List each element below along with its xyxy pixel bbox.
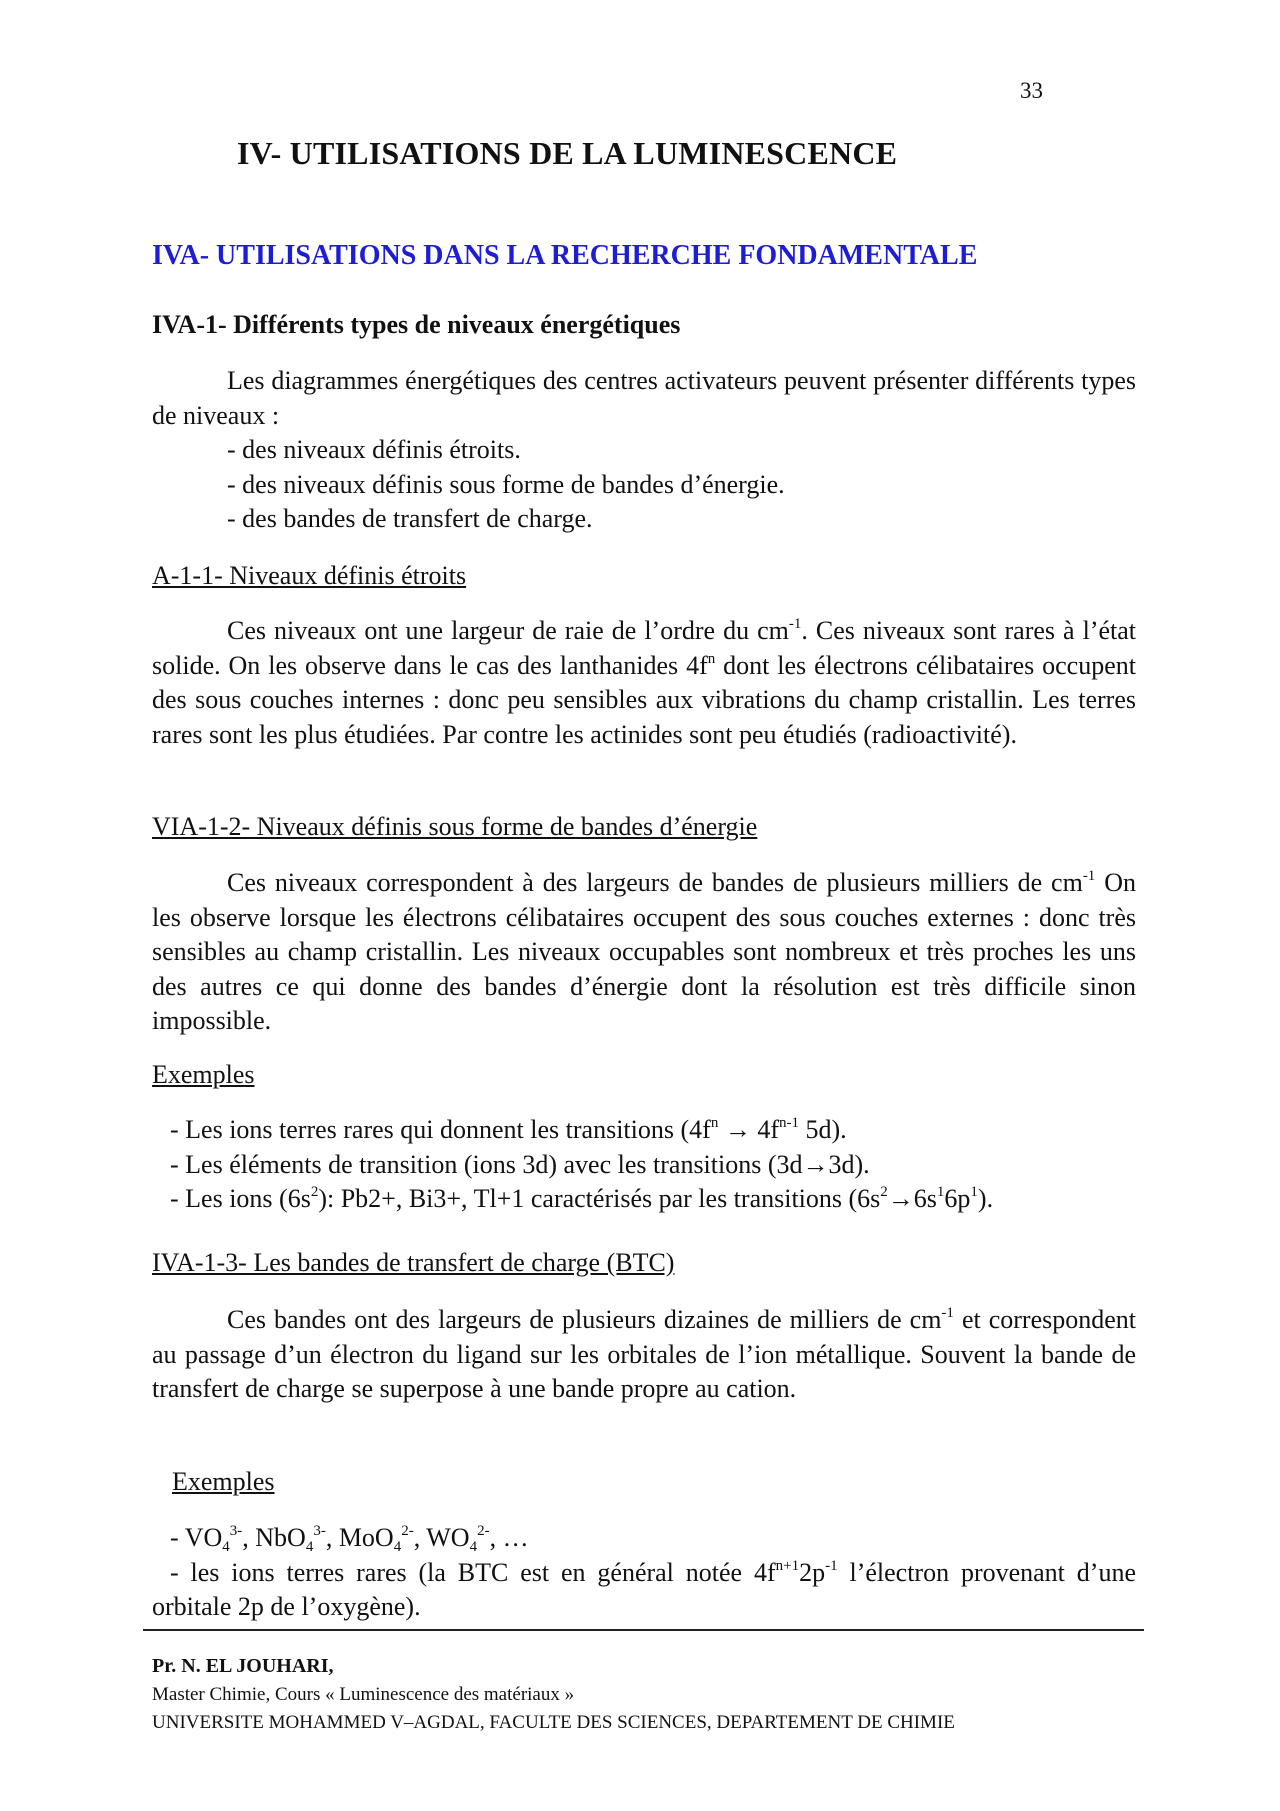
intro-list-item: - des bandes de transfert de charge. <box>227 504 593 533</box>
intro-paragraph: Les diagrammes énergétiques des centres activateurs peuvent présenter différents types de niveaux : <box>152 366 1136 430</box>
footer-author: Pr. N. EL JOUHARI, <box>152 1655 334 1677</box>
example-item: - Les ions terres rares qui donnent les transitions ($4f^n \to 4f^{n-1}$ 5d). <box>170 1115 847 1144</box>
subsection-title: IVA-1- Différents types de niveaux énergétiques <box>152 310 681 339</box>
examples-list-1 <box>170 1113 993 1217</box>
footer-divider <box>143 1629 1144 1631</box>
intro-list-item: - des niveaux définis étroits. <box>227 435 521 464</box>
heading-iva13: IVA-1-3- Les bandes de transfert de charge (BTC) <box>152 1248 675 1277</box>
formula-line: - $VO_4^{3-}$, NbO$_4^{3-}$, MoO$_4^{2-}$, $WO_4^{2-}$, … <box>170 1523 529 1555</box>
footer-institution: UNIVERSITE MOHAMMED V–AGDAL, FACULTE DES SCIENCES, DEPARTEMENT DE CHIMIE <box>152 1712 955 1733</box>
examples-heading-2: Exemples <box>172 1467 275 1496</box>
btc-rare-earth-line: - les ions terres rares (la BTC est en général notée $4f^{n+1}2p^{-1}$ l’électron provenant d’une orbitale 2p de l’oxygène). <box>152 1557 1136 1621</box>
examples-heading-1: Exemples <box>152 1060 255 1089</box>
page-number: 33 <box>1020 78 1043 103</box>
chapter-title: IV- UTILISATIONS DE LA LUMINESCENCE <box>237 135 898 171</box>
examples-block-2 <box>152 1521 1136 1625</box>
intro-block <box>152 364 1136 537</box>
intro-list-item: - des niveaux définis sous forme de bandes d’énergie. <box>227 469 785 499</box>
paragraph-via12: Ces niveaux correspondent à des largeurs de bandes de plusieurs milliers de $cm^{-1}$ On les observe lorsque les électrons célibataires occupent des sous couches externes : donc très sensibles au champ cristallin. Les niveaux occupables sont nombreux et très proches les uns des autres ce qui donne des bandes d’énergie dont la résolution est très difficile sinon impossible. <box>152 868 1136 1035</box>
heading-a111: A-1-1- Niveaux définis étroits <box>152 561 467 590</box>
example-item: - Les ions $(6s^2)$: Pb2+, Bi3+, Tl+1 caractérisés par les transitions $(6s^2\to 6s^16p^1)$. <box>170 1184 994 1213</box>
heading-via12: VIA-1-2- Niveaux définis sous forme de bandes d’énergie <box>152 812 758 841</box>
footer-course: Master Chimie, Cours « Luminescence des matériaux » <box>152 1684 575 1705</box>
section-title: IVA- UTILISATIONS DANS LA RECHERCHE FONDAMENTALE <box>152 240 978 271</box>
paragraph-a111: Ces niveaux ont une largeur de raie de l’ordre du $cm^{-1}$. Ces niveaux sont rares à l’état solide. On les observe dans le cas des lanthanides $4f^n$ dont les électrons célibataires occupent des sous couches internes : donc peu sensibles aux vibrations du champ cristallin. Les terres rares sont les plus étudiées. Par contre les actinides sont peu étudiés (radioactivité). <box>152 616 1136 749</box>
paragraph-iva13: Ces bandes ont des largeurs de plusieurs dizaines de milliers de $cm^{-1}$ et correspondent au passage d’un électron du ligand sur les orbitales de l’ion métallique. Souvent la bande de transfert de charge se superpose à une bande propre au cation. <box>152 1305 1136 1403</box>
example-item: - Les éléments de transition (ions 3d) avec les transitions (3d→3d). <box>170 1149 870 1179</box>
